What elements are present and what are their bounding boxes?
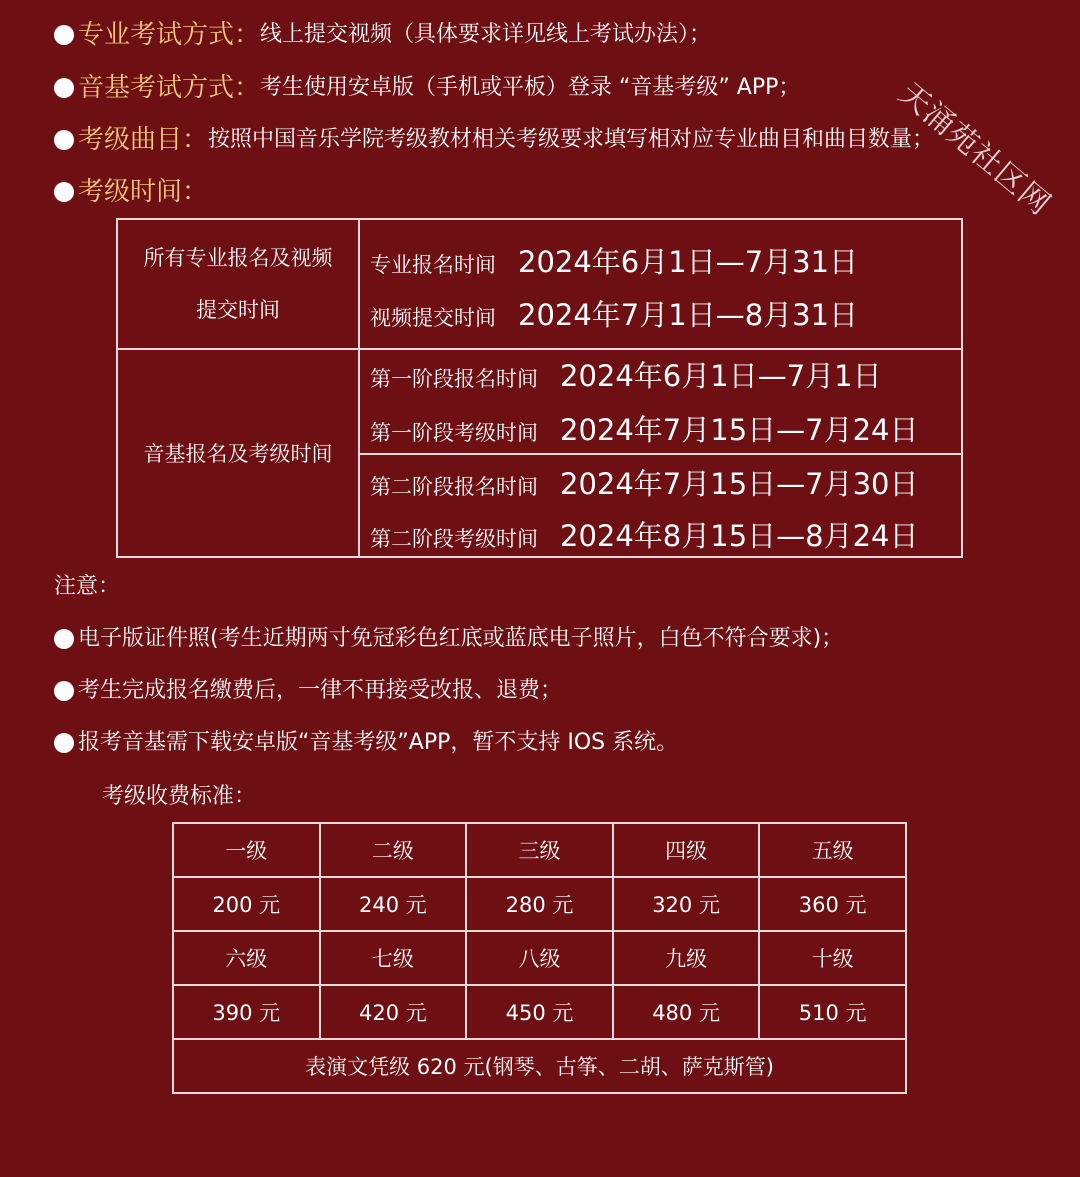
note-item	[54, 728, 678, 758]
schedule-row	[370, 240, 858, 281]
schedule-group-label: 提交时间	[196, 298, 280, 322]
fee-cell: 420 元	[320, 985, 467, 1039]
schedule-row	[370, 408, 919, 449]
table-row	[173, 985, 906, 1039]
fee-cell: 四级	[613, 823, 760, 877]
watermark-text: 天涌苑社区网	[892, 76, 1058, 223]
fee-cell: 六级	[173, 931, 320, 985]
info-label: 考级曲目：	[78, 125, 209, 155]
fee-cell: 320 元	[613, 877, 760, 931]
schedule-row-name: 第二阶段考级时间	[370, 527, 538, 551]
schedule-row-name: 第二阶段报名时间	[370, 475, 538, 499]
schedule-table	[116, 218, 963, 558]
fee-cell: 240 元	[320, 877, 467, 931]
bullet-icon	[54, 130, 74, 150]
bullet-icon	[54, 182, 74, 202]
info-label: 音基考试方式：	[78, 73, 261, 103]
schedule-row-date: 2024年7月15日—7月24日	[560, 413, 919, 447]
fee-table	[172, 822, 907, 1094]
fee-cell: 九级	[613, 931, 760, 985]
schedule-row-name: 视频提交时间	[370, 306, 496, 330]
fee-cell: 八级	[466, 931, 613, 985]
info-line-exam-method	[54, 20, 711, 50]
fee-cell: 一级	[173, 823, 320, 877]
fee-footer-cell: 表演文凭级 620 元(钢琴、古筝、二胡、萨克斯管)	[173, 1039, 906, 1093]
table-row	[173, 823, 906, 877]
fee-cell: 五级	[759, 823, 906, 877]
info-label: 专业考试方式：	[78, 20, 261, 50]
fee-cell: 480 元	[613, 985, 760, 1039]
info-line-repertoire	[54, 125, 934, 155]
schedule-row	[370, 354, 882, 395]
note-item	[54, 624, 843, 654]
bullet-icon	[54, 733, 74, 753]
table-row	[173, 931, 906, 985]
schedule-group-label: 音基报名及考级时间	[143, 442, 333, 466]
fee-cell: 200 元	[173, 877, 320, 931]
fee-cell: 七级	[320, 931, 467, 985]
table-divider	[358, 220, 360, 556]
table-divider	[118, 348, 961, 350]
fee-cell: 三级	[466, 823, 613, 877]
info-line-theory-method	[54, 73, 800, 103]
fees-heading: 考级收费标准：	[102, 784, 257, 809]
schedule-group-label: 所有专业报名及视频	[143, 246, 333, 270]
note-text: 电子版证件照(考生近期两寸免冠彩色红底或蓝底电子照片，白色不符合要求)；	[78, 626, 844, 651]
schedule-row-date: 2024年6月1日—7月1日	[560, 359, 882, 393]
schedule-row-date: 2024年7月1日—8月31日	[518, 298, 859, 332]
schedule-row-date: 2024年6月1日—7月31日	[518, 245, 859, 279]
table-divider	[358, 453, 961, 455]
info-text: 考生使用安卓版（手机或平板）登录 “音基考级” APP；	[260, 75, 801, 100]
schedule-row-name: 专业报名时间	[370, 253, 496, 277]
schedule-row	[370, 293, 858, 334]
schedule-row-name: 第一阶段报名时间	[370, 367, 538, 391]
bullet-icon	[54, 681, 74, 701]
fee-cell: 510 元	[759, 985, 906, 1039]
table-row	[173, 877, 906, 931]
info-line-exam-time	[54, 177, 208, 207]
fee-cell: 十级	[759, 931, 906, 985]
info-label: 考级时间：	[78, 177, 209, 207]
fee-cell: 450 元	[466, 985, 613, 1039]
schedule-row-date: 2024年7月15日—7月30日	[560, 467, 919, 501]
fee-cell: 二级	[320, 823, 467, 877]
fee-cell: 390 元	[173, 985, 320, 1039]
info-text: 线上提交视频（具体要求详见线上考试办法）；	[260, 22, 712, 47]
note-text: 考生完成报名缴费后，一律不再接受改报、退费；	[78, 678, 563, 703]
notes-heading: 注意：	[54, 574, 121, 599]
bullet-icon	[54, 629, 74, 649]
bullet-icon	[54, 25, 74, 45]
schedule-row	[370, 514, 919, 555]
note-item	[54, 676, 562, 706]
note-text: 报考音基需下载安卓版“音基考级”APP，暂不支持 IOS 系统。	[78, 730, 679, 755]
schedule-row-date: 2024年8月15日—8月24日	[560, 519, 919, 553]
bullet-icon	[54, 78, 74, 98]
schedule-row	[370, 462, 919, 503]
table-row	[173, 1039, 906, 1093]
fee-cell: 360 元	[759, 877, 906, 931]
schedule-row-name: 第一阶段考级时间	[370, 421, 538, 445]
info-text: 按照中国音乐学院考级教材相关考级要求填写相对应专业曲目和曲目数量；	[208, 127, 935, 152]
fee-cell: 280 元	[466, 877, 613, 931]
